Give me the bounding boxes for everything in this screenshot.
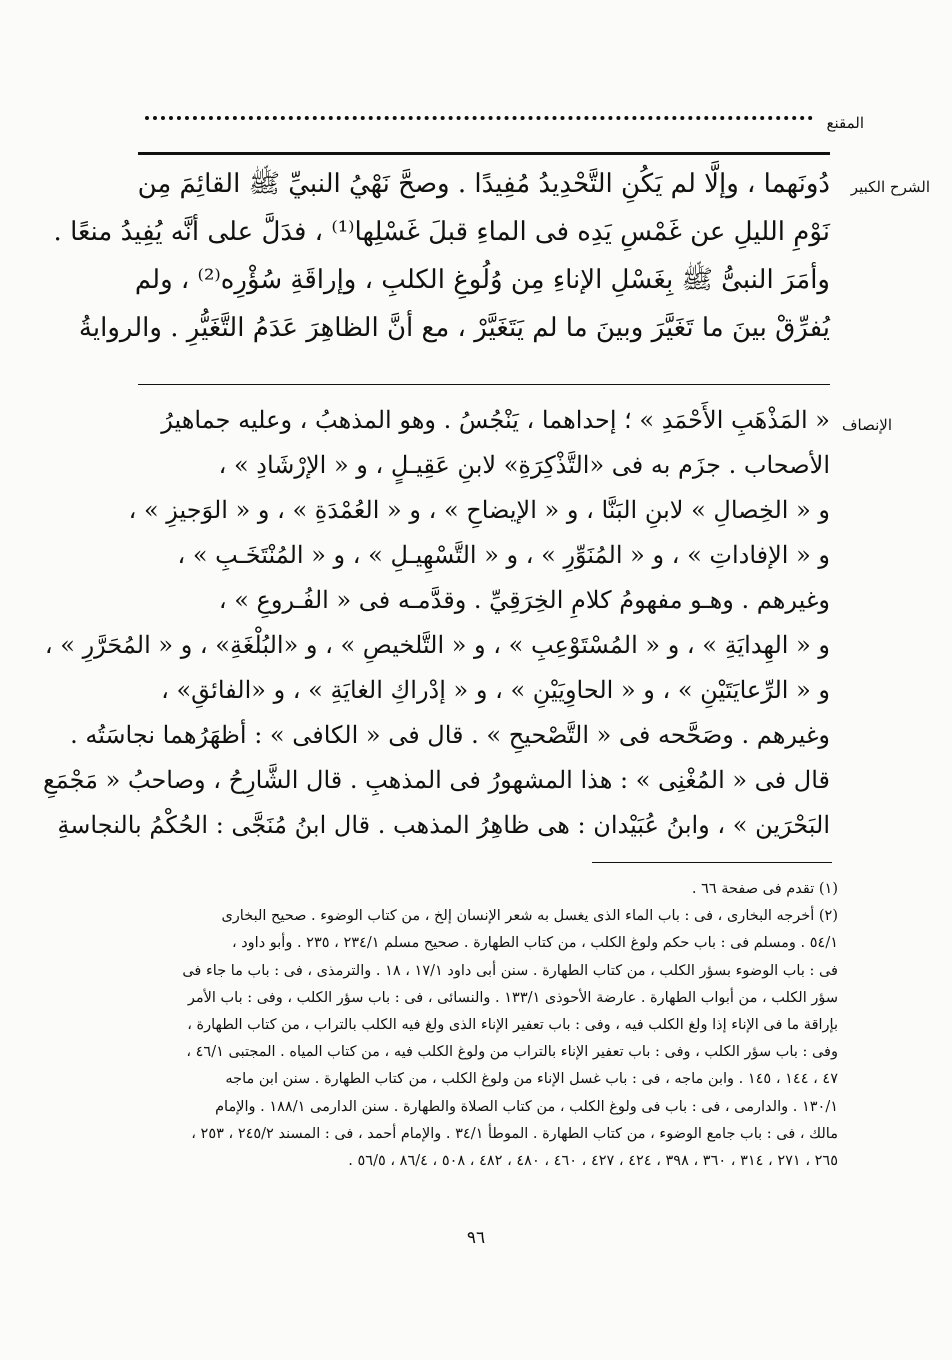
footnote-line: وفى : باب سؤر الكلب ، وفى : باب تعفير الإناء بالتراب من ولوغ الكلب فيه ، من كتاب المياه . المجتبى ٤٦/١ ، <box>186 1044 838 1061</box>
running-header-title: المقنع <box>826 114 864 132</box>
footnote-line: ٢٦٥ ، ٢٧١ ، ٣١٤ ، ٣٦٠ ، ٣٩٨ ، ٤٢٤ ، ٤٢٧ ، ٤٦٠ ، ٤٨٠ ، ٤٨٢ ، ٥٠٨ ، ٨٦/٤ ، ٥٦/٥ . <box>348 1152 838 1169</box>
footnote-line: (١) تقدم فى صفحة ٦٦ . <box>691 881 838 897</box>
insaf-line: وغيرهم . وصَحَّحه فى « التَّصْحيحِ » . قال فى « الكافى » : أظهَرُهما نجاسَتُه . <box>70 721 830 749</box>
footnote-line: ٤٧ ، ١٤٤ ، ١٤٥ . وابن ماجه ، فى : باب غسل الإناء من ولوغ الكلب ، من كتاب الطهارة . سنن ابن ماجه <box>225 1071 838 1088</box>
footnote-line: فى : باب الوضوء بسؤر الكلب ، من كتاب الطهارة . سنن أبى داود ١٧/١ ، ١٨ . والترمذى ، فى : باب ما جاء فى <box>182 962 838 979</box>
footnote-line: بإراقة ما فى الإناء إذا ولغ الكلب فيه ، وفى : باب تعفير الإناء الذى ولغ فيه الكلب بالتراب ، من كتاب الطهارة ، <box>187 1016 838 1033</box>
sharh-line: وأمَرَ النبىُّ ﷺ بِغَسْلِ الإناءِ مِن وُلُوغِ الكلبِ ، وإراقَةِ سُؤْرِه⁽²⁾ ، ولم <box>134 265 830 295</box>
footnote-line: (٢) أخرجه البخارى ، فى : باب الماء الذى يغسل به شعر الإنسان إلخ ، من كتاب الوضوء . صحيح البخارى <box>221 908 838 925</box>
insaf-line: و « الخِصالِ » لابنِ البَنَّا ، و « الإيضاحِ » ، و « العُمْدَةِ » ، و « الوَجيزِ » ، <box>128 496 830 524</box>
insaf-line: البَحْرَين » ، وابنُ عُبَيْدان : هى ظاهِرُ المذهب . قال ابنُ مُنَجَّى : الحُكْمُ بالنجاسةِ <box>57 811 830 839</box>
insaf-side-label: الإنصاف <box>841 416 892 434</box>
insaf-line: و « الرِّعايَتَيْنِ » ، و « الحاوِيَيْنِ » ، و « إدْراكِ الغايَةِ » ، و «الفائقِ» ، <box>161 676 830 704</box>
footnote-separator <box>592 862 832 863</box>
sharh-side-label: الشرح الكبير <box>850 178 930 196</box>
insaf-line: وغيرهم . وهـو مفهومُ كلامِ الخِرَقِيِّ . وقدَّمـه فى « الفُـروعِ » ، <box>218 586 830 614</box>
header-dotted-leader <box>145 116 813 120</box>
insaf-line: و « الإفاداتِ » ، و « المُنَوِّرِ » ، و « التَّسْهِيـلِ » ، و « المُنْتَخَـبِ » ، <box>177 541 830 569</box>
footnotes-block <box>138 876 838 1175</box>
insaf-line: الأصحاب . جزَم به فى «التَّذْكِرَةِ» لابنِ عَقِيـلٍ ، و « الإرْشَادِ » ، <box>218 451 830 479</box>
footnote-line: ١٣٠/١ . والدارمى ، فى : باب فى ولوغ الكلب ، من كتاب الصلاة والطهارة . سنن الدارمى ١٨٨/١ . والإمام <box>215 1098 838 1115</box>
insaf-line: و « الهِدايَةِ » ، و « المُسْتَوْعِبِ » ، و « التَّلخيصِ » ، و «البُلْغَةِ» ، و « المُحَرَّرِ » ، <box>44 631 830 659</box>
sharh-line: يُفرِّقْ بينَ ما تَغَيَّرَ وبينَ ما لم يَتَغَيَّرْ ، مع أنَّ الظاهِرَ عَدَمُ التَّغَيُّرِ . والروايةُ <box>78 313 830 343</box>
footnote-line: ٥٤/١ . ومسلم فى : باب حكم ولوغ الكلب ، من كتاب الطهارة . صحيح مسلم ٢٣٤/١ ، ٢٣٥ . وأبو داود ، <box>231 935 838 952</box>
page-number: ٩٦ <box>466 1228 486 1248</box>
section-divider <box>138 384 830 385</box>
footnote-line: سؤر الكلب ، من أبواب الطهارة . عارضة الأحوذى ١٣٣/١ . والنسائى ، فى : باب سؤر الكلب ، وفى : باب الأمر <box>187 989 838 1006</box>
sharh-line: نَوْمِ الليلِ عن غَمْسِ يَدِه فى الماءِ قبلَ غَسْلِها⁽¹⁾ ، فدَلَّ على أنَّه يُفِيدُ منعًا . <box>53 217 830 247</box>
insaf-line: قال فى « المُغْنِى » : هذا المشهورُ فى المذهبِ . قال الشَّارِحُ ، وصاحبُ « مَجْمَعِ <box>42 766 830 794</box>
sharh-text-block <box>53 160 830 352</box>
insaf-line: « المَذْهَبِ الأَحْمَدِ » ؛ إحداهما ، يَنْجُسُ . وهو المذهبُ ، وعليه جماهيرُ <box>161 406 830 434</box>
footnote-line: مالك ، فى : باب جامع الوضوء ، من كتاب الطهارة . الموطأ ٣٤/١ . والإمام أحمد ، فى : المسند ٢٤٥/٢ ، ٢٥٣ ، <box>191 1125 838 1142</box>
sharh-line: دُونَهما ، وإلَّا لم يَكُنِ التَّحْدِيدُ مُفِيدًا . وصحَّ نَهْيُ النبيِّ ﷺ القائِمَ مِن <box>137 169 830 199</box>
insaf-text-block <box>42 398 830 848</box>
top-rule <box>138 152 830 155</box>
